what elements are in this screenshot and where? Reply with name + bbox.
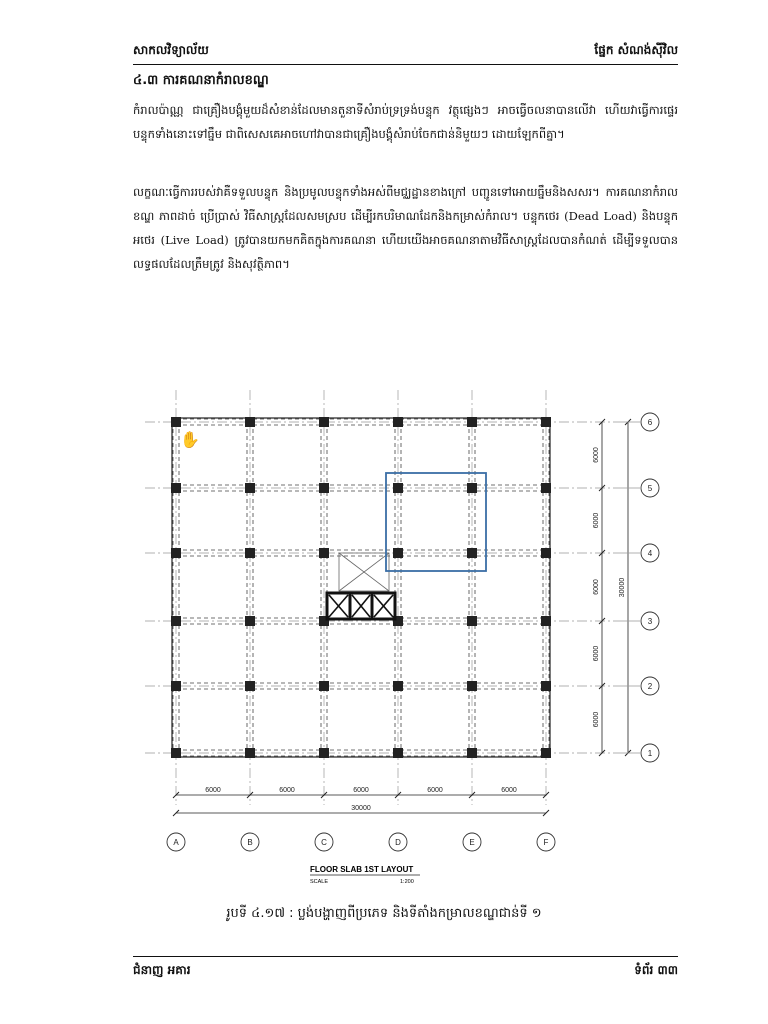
- grid-bubble-label: 5: [647, 484, 653, 493]
- column: [541, 548, 551, 558]
- bay-dimension-label: 6000: [279, 787, 295, 794]
- column: [319, 748, 329, 758]
- column: [467, 681, 477, 691]
- bay-dimension-label: 6000: [593, 447, 600, 463]
- column: [393, 748, 403, 758]
- header-left-text: សាកលវិទ្យាល័យ: [133, 43, 209, 57]
- column: [245, 548, 255, 558]
- column: [171, 417, 181, 427]
- paragraph-2: លក្ខណៈធ្វើការរបស់វាគឺទទួលបន្ទុក និងប្រមូលបន្ទុកទាំងអស់ពីមជ្ឈដ្ឋានខាងក្រៅ បញ្ជូនទៅអោយធ្នឹមនិងសសរ។ ការគណនាកំរាលខណ្ឌ ភាពដាច់ ប្រើប្រាស់ វិធីសាស្ត្រដែលសមស្រប ដើម្បីរកបរិមាណដែកនិងកម្រាស់កំរាល។ បន្ទុកថេរ (Dead Load) និងបន្ទុកអថេរ (Live Load) ត្រូវបានយកមកគិតក្នុងការគណនា ហើយយើងអាចគណនាតាមវិធីសាស្ត្រដែលបានកំណត់ ដើម្បីទទួលបានលទ្ធផលដែលត្រឹមត្រូវ និងសុវត្ថិភាព។: [133, 185, 678, 271]
- column: [245, 616, 255, 626]
- grid-bubble-label: 4: [647, 549, 653, 558]
- grid-bubble-label: E: [469, 838, 475, 847]
- footer-left-text: ជំនាញ អគារ: [133, 963, 191, 977]
- column: [467, 483, 477, 493]
- bay-dimension-label: 6000: [427, 787, 443, 794]
- paragraph-1: កំរាលប៉ាណ្ណ ជាគ្រឿងបង្គុំមួយដ៏សំខាន់ដែលមានតួនាទីសំរាប់ទ្រទ្រង់បន្ទុក វត្ថុផ្សេងៗ អាចធ្វើចលនាបានលើវា ហើយវាធ្វើការផ្ទេរបន្ទុកទាំងនោះទៅធ្នឹម ជាពិសេសគេអាចហៅវាបានជាគ្រឿងបង្គុំសំរាប់ចែកជាន់និមួយៗ ដោយឡែកពីគ្នា។: [133, 103, 678, 141]
- column: [319, 417, 329, 427]
- column: [467, 616, 477, 626]
- column: [171, 748, 181, 758]
- bay-dimension-label: 6000: [353, 787, 369, 794]
- grid-bubble-label: 1: [647, 749, 653, 758]
- column: [245, 681, 255, 691]
- column: [245, 483, 255, 493]
- grid-bubble-label: 2: [647, 682, 653, 691]
- grid-bubble-label: F: [543, 838, 549, 847]
- bay-dimension-label: 6000: [593, 645, 600, 662]
- footer-rule: [133, 956, 678, 957]
- column: [245, 748, 255, 758]
- bay-dimension-label: 6000: [501, 787, 517, 794]
- figure-caption: រូបទី ៤.១៧ : ប្លង់បង្ហាញពីប្រភេទ និងទីតាំងកម្រាលខណ្ឌជាន់ទី ១: [226, 906, 542, 921]
- column: [319, 548, 329, 558]
- scale-label: SCALE: [310, 879, 329, 885]
- column: [467, 548, 477, 558]
- grid-bubble-label: B: [247, 838, 253, 847]
- column: [171, 681, 181, 691]
- grid-bubble-label: 6: [647, 418, 653, 427]
- total-dimension-label: 30000: [351, 805, 371, 812]
- column: [393, 483, 403, 493]
- hand-cursor-icon: ✋: [180, 432, 200, 449]
- layout-title: FLOOR SLAB 1ST LAYOUT: [310, 865, 414, 874]
- slab-outline: [172, 418, 550, 757]
- column: [171, 548, 181, 558]
- grid-bubble-label: A: [173, 838, 179, 847]
- header-right-text: ផ្នែក សំណង់ស៊ីវិល: [594, 43, 678, 57]
- floor-plan-figure: [140, 385, 680, 885]
- column: [393, 548, 403, 558]
- column: [171, 483, 181, 493]
- total-dimension-label: 30000: [619, 577, 626, 598]
- column: [245, 417, 255, 427]
- column: [319, 681, 329, 691]
- bay-dimension-label: 6000: [593, 711, 600, 728]
- column: [541, 748, 551, 758]
- column: [541, 616, 551, 626]
- footer-right-text: ទំព័រ ៣៣: [634, 963, 678, 977]
- column: [467, 417, 477, 427]
- column: [171, 616, 181, 626]
- column: [393, 417, 403, 427]
- floor-plan-drawing: [140, 385, 680, 885]
- bay-dimension-label: 6000: [593, 579, 600, 595]
- scale-value: 1:200: [400, 879, 414, 885]
- bay-dimension-label: 6000: [205, 787, 221, 794]
- column: [541, 417, 551, 427]
- column: [541, 681, 551, 691]
- column: [541, 483, 551, 493]
- column: [319, 483, 329, 493]
- grid-bubble-label: 3: [647, 617, 653, 626]
- grid-bubble-label: D: [395, 838, 401, 847]
- bay-dimension-label: 6000: [593, 512, 600, 529]
- section-title: ៤.៣ ការគណនាកំរាលខណ្ឌ: [133, 73, 269, 88]
- header-rule: [133, 64, 678, 65]
- grid-bubble-label: C: [321, 838, 327, 847]
- page-header: [133, 40, 678, 64]
- column: [467, 748, 477, 758]
- column: [393, 681, 403, 691]
